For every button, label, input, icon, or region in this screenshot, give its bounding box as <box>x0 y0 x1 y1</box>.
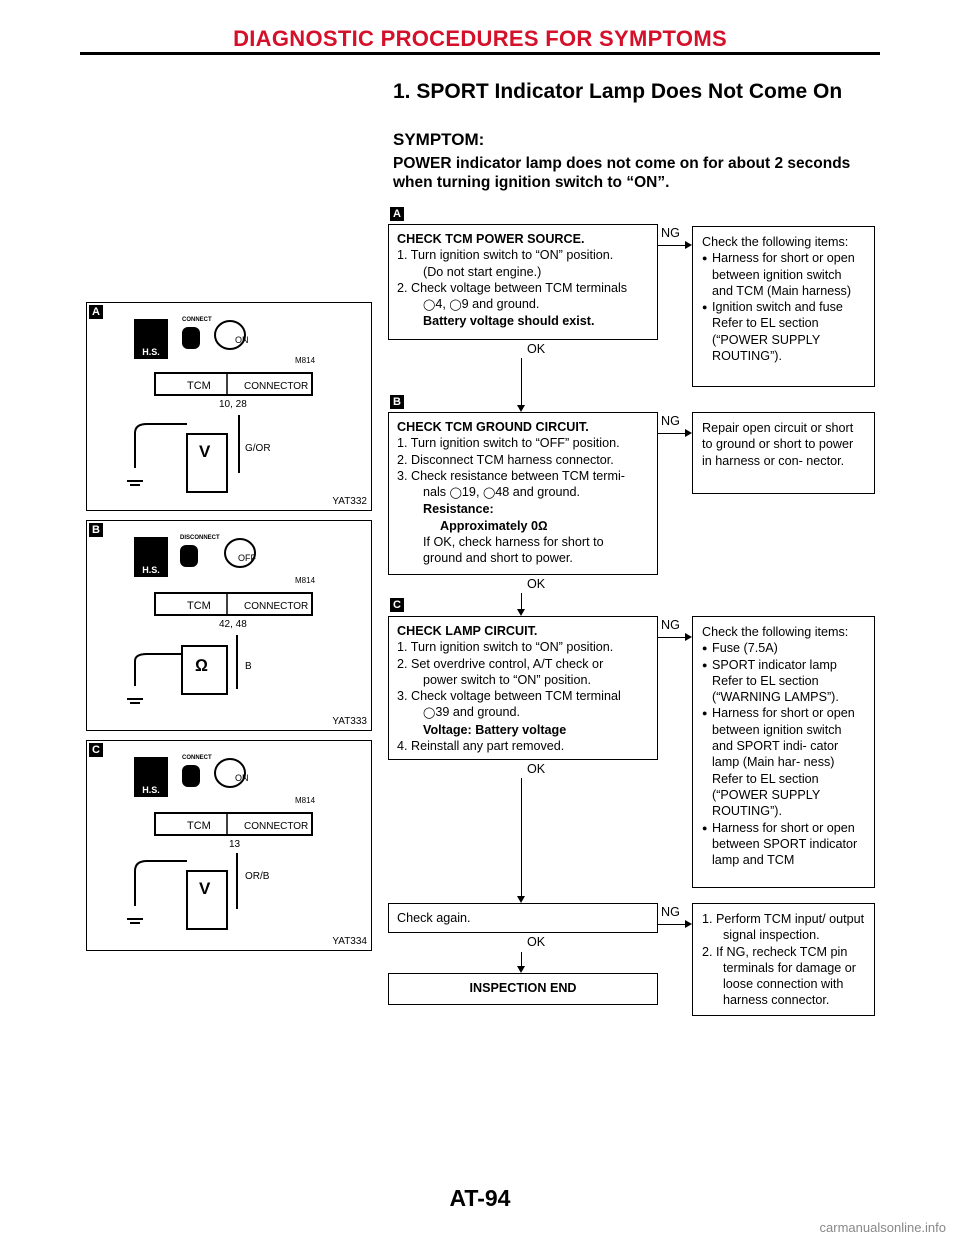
result-c-item: ● SPORT indicator lamp Refer to EL section (“WARNING LAMPS”). <box>702 657 865 706</box>
terminal-separator: , <box>442 297 446 312</box>
figure-code: YAT333 <box>332 716 367 727</box>
diagram-panel-b <box>86 520 372 731</box>
ok-label: OK <box>527 935 546 949</box>
result-b-box <box>692 412 875 494</box>
connect-mode: CONNECT <box>182 317 212 323</box>
step-a-line: and ground. <box>472 297 540 312</box>
flow-connector <box>521 358 522 406</box>
connect-mode: CONNECT <box>182 755 212 761</box>
figure-code: YAT334 <box>332 936 367 947</box>
circuit-diagram-b <box>87 521 371 730</box>
result-b-text: Repair open circuit or short to ground or short to power in harness or con- nector. <box>702 421 854 468</box>
step-b-line: nals <box>423 485 447 500</box>
connector-label: CONNECTOR <box>244 821 309 832</box>
flow-arrow <box>517 966 525 973</box>
terminal-badge: ◯ <box>449 487 462 500</box>
hs-label: H.S. <box>142 565 160 575</box>
terminal-number: 4 <box>435 297 443 312</box>
terminal-badge: ◯ <box>482 487 496 500</box>
ng-connector <box>658 637 685 638</box>
header-rule <box>80 52 880 55</box>
step-b-title: CHECK TCM GROUND CIRCUIT. <box>397 420 589 434</box>
terminal-badge: ◯ <box>449 299 462 312</box>
hs-label: H.S. <box>142 347 160 357</box>
wire-color: G/OR <box>245 443 271 454</box>
flow-arrow <box>517 609 525 616</box>
ng-label: NG <box>661 414 680 428</box>
connector-plug-icon <box>182 327 200 349</box>
step-d-title: Check again. <box>397 911 471 925</box>
step-a-line: 2. Check voltage between TCM terminals <box>397 280 628 295</box>
pin-numbers: 42, 48 <box>219 619 247 630</box>
step-c-box <box>388 616 658 760</box>
result-d-box <box>692 903 875 1016</box>
terminal-badge: ◯ <box>423 299 436 312</box>
step-b-line: If OK, check harness for short to <box>423 535 604 550</box>
connector-plug-icon <box>182 765 200 787</box>
step-a-line: 1. Turn ignition switch to “ON” position. <box>397 248 614 263</box>
key-position: ON <box>235 335 249 345</box>
step-a-box <box>388 224 658 340</box>
step-b-line: 2. Disconnect TCM harness connector. <box>397 452 614 467</box>
page-number: AT-94 <box>449 1185 511 1211</box>
section-title: 1. SPORT Indicator Lamp Does Not Come On <box>393 80 843 103</box>
flow-connector <box>521 952 522 967</box>
ng-label: NG <box>661 226 680 240</box>
result-c-item: ● Harness for short or open between SPORT indicator lamp and TCM <box>702 820 865 869</box>
step-b-criterion: Approximately 0Ω <box>440 518 548 533</box>
ng-connector <box>658 433 685 434</box>
end-title: INSPECTION END <box>469 981 577 995</box>
hs-label: H.S. <box>142 785 160 795</box>
ok-label: OK <box>527 762 546 776</box>
circuit-diagram-c <box>87 741 371 950</box>
pin-numbers: 10, 28 <box>219 399 247 410</box>
step-c-line: 3. Check voltage between TCM terminal <box>397 689 621 704</box>
result-a-box <box>692 226 875 387</box>
ng-label: NG <box>661 905 680 919</box>
result-a-intro: Check the following items: <box>702 235 849 249</box>
key-position: ON <box>235 773 249 783</box>
connector-id: M814 <box>295 796 316 805</box>
ng-arrow <box>685 633 692 641</box>
step-c-line: and ground. <box>452 705 521 720</box>
connector-label: CONNECTOR <box>244 601 309 612</box>
step-a-title: CHECK TCM POWER SOURCE. <box>397 232 585 246</box>
terminal-number: 9 <box>461 297 469 312</box>
result-c-item: ● Harness for short or open between ignition switch and SPORT indi- cator lamp (Main har- ness) Refer to EL section (“POWER SUPPLY ROUTING”). <box>702 705 865 819</box>
step-c-line: 4. Reinstall any part removed. <box>397 739 565 754</box>
connector-label: CONNECTOR <box>244 381 309 392</box>
ng-arrow <box>685 241 692 249</box>
result-c-item: ● Fuse (7.5A) <box>702 640 865 656</box>
step-b-line: 3. Check resistance between TCM termi- <box>397 468 625 483</box>
diagram-panel-c <box>86 740 372 951</box>
step-b-line: ground and short to power. <box>423 551 573 566</box>
result-c-intro: Check the following items: <box>702 625 849 639</box>
result-a-item: ● Ignition switch and fuse Refer to EL section (“POWER SUPPLY ROUTING”). <box>702 299 865 364</box>
wire-color: OR/B <box>245 871 270 882</box>
step-c-line: 1. Turn ignition switch to “ON” position. <box>397 640 614 655</box>
flow-arrow <box>517 896 525 903</box>
step-c-criterion: Voltage: Battery voltage <box>423 722 567 737</box>
ng-arrow <box>685 429 692 437</box>
panel-tag-c: C <box>89 743 103 757</box>
terminal-badge: ◯ <box>423 707 436 720</box>
panel-tag-a: A <box>89 305 103 319</box>
figure-code: YAT332 <box>332 496 367 507</box>
result-c-box <box>692 616 875 888</box>
meter-symbol: Ω <box>195 656 209 675</box>
step-c-title: CHECK LAMP CIRCUIT. <box>397 624 538 638</box>
end-box <box>388 973 658 1005</box>
step-tag-c: C <box>390 598 404 612</box>
connector-id: M814 <box>295 356 316 365</box>
header-title: DIAGNOSTIC PROCEDURES FOR SYMPTOMS <box>233 26 727 51</box>
ok-label: OK <box>527 342 546 356</box>
step-tag-a: A <box>390 207 404 221</box>
result-d-line: 2. If NG, recheck TCM pin terminals for damage or loose connection with harness connector. <box>702 944 856 1008</box>
ng-arrow <box>685 920 692 928</box>
step-b-line: and ground. <box>512 485 580 500</box>
step-c-line: 2. Set overdrive control, A/T check or <box>397 656 604 671</box>
step-b-box <box>388 412 658 575</box>
connector-plug-icon <box>180 545 198 567</box>
meter-symbol: V <box>199 879 211 898</box>
circuit-diagram-a <box>87 303 371 510</box>
ng-connector <box>658 245 685 246</box>
flow-connector <box>521 778 522 897</box>
terminal-number: 48 <box>495 485 510 500</box>
step-b-criterion: Resistance: <box>423 502 494 517</box>
step-c-line: power switch to “ON” position. <box>423 672 591 687</box>
terminal-number: 19 <box>461 485 476 500</box>
step-tag-b: B <box>390 395 404 409</box>
watermark: carmanualsonline.info <box>819 1220 946 1235</box>
step-a-line: (Do not start engine.) <box>423 264 542 279</box>
diagram-panel-a <box>86 302 372 511</box>
ng-connector <box>658 924 685 925</box>
tcm-label: TCM <box>187 380 211 392</box>
step-b-line: 1. Turn ignition switch to “OFF” position. <box>397 436 620 451</box>
pin-numbers: 13 <box>229 839 241 850</box>
step-a-criterion: Battery voltage should exist. <box>423 314 595 329</box>
tcm-label: TCM <box>187 820 211 832</box>
result-d-line: 1. Perform TCM input/ output signal inspection. <box>702 912 865 943</box>
result-a-item: ● Harness for short or open between ignition switch and TCM (Main harness) <box>702 250 865 299</box>
terminal-separator: , <box>475 485 480 500</box>
symptom-text: POWER indicator lamp does not come on for about 2 seconds when turning ignition switch to “ON”. <box>393 155 851 191</box>
ng-label: NG <box>661 618 680 632</box>
flow-connector <box>521 593 522 610</box>
terminal-number: 39 <box>435 705 450 720</box>
flow-arrow <box>517 405 525 412</box>
wire-color: B <box>245 661 252 672</box>
disconnect-mode: DISCONNECT <box>180 535 220 541</box>
ok-label: OK <box>527 577 546 591</box>
step-d-box <box>388 903 658 933</box>
meter-symbol: V <box>199 442 211 461</box>
connector-id: M814 <box>295 576 316 585</box>
tcm-label: TCM <box>187 600 211 612</box>
symptom-label: SYMPTOM: <box>393 130 485 149</box>
panel-tag-b: B <box>89 523 103 537</box>
key-position: OFF <box>238 553 256 563</box>
